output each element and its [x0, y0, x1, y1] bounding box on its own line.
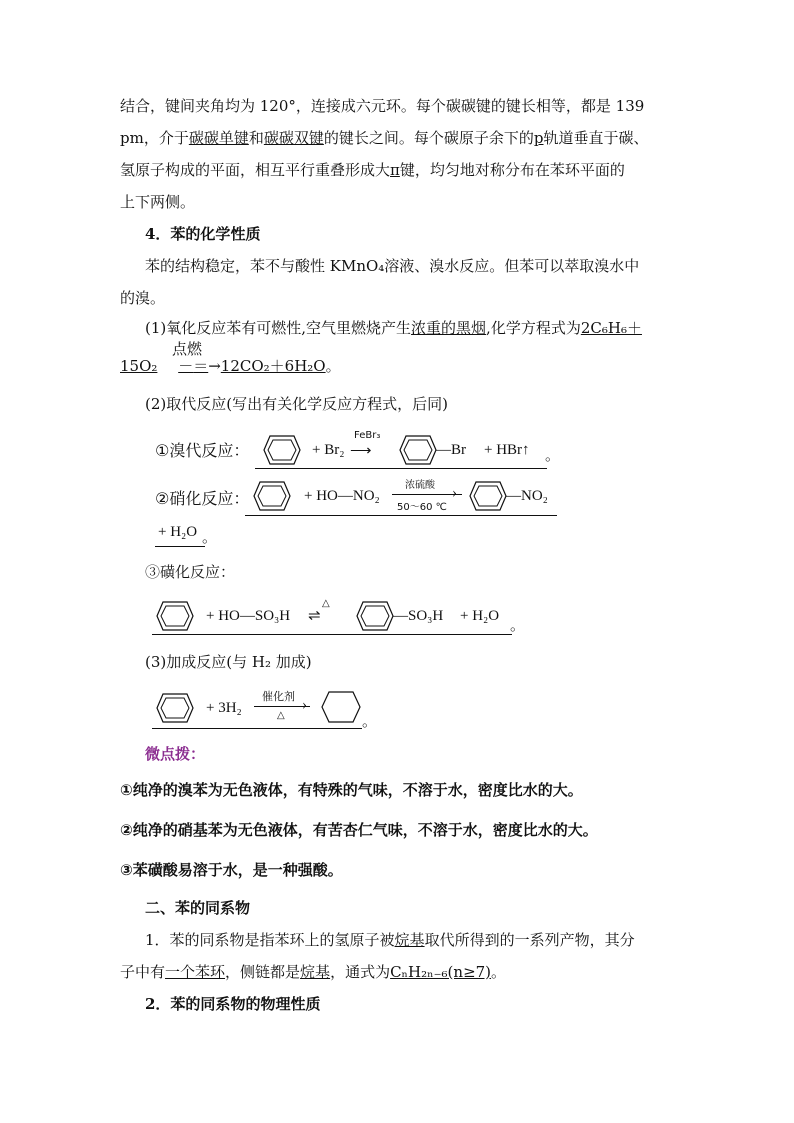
heat-symbol: △: [277, 710, 285, 721]
hydrogen-reagent: + 3H₂: [206, 700, 242, 716]
water-product: + H₂O: [158, 524, 198, 540]
para-line: 苯的结构稳定，苯不与酸性 KMnO₄溶液、溴水反应。但苯可以萃取溴水中: [145, 257, 640, 275]
period: 。: [362, 712, 378, 730]
benzene-ring-icon: [155, 690, 195, 726]
nitric-acid-reagent: + HO—NO₂: [304, 488, 380, 504]
catalyst-label: 催化剂: [262, 690, 295, 703]
period: 。: [202, 528, 218, 546]
para-line: 结合，键间夹角均为 120°，连接成六元环。每个碳碳键的键长相等，都是 139: [120, 97, 645, 115]
tip-item: ①纯净的溴苯为无色液体，有特殊的气味，不溶于水，密度比水的大。: [120, 781, 583, 799]
nitrobenzene-substituent: —NO₂: [506, 488, 548, 504]
para-line: 氢原子构成的平面，相互平行重叠形成大π键，均匀地对称分布在苯环平面的: [120, 161, 625, 179]
benzene-ring-icon: [155, 598, 195, 634]
bromobenzene-substituent: —Br: [436, 442, 466, 458]
answer-underline: [245, 515, 557, 516]
sulfonic-acid-substituent: —SO₃H: [393, 608, 444, 624]
period: 。: [510, 616, 526, 634]
hbr-product: + HBr↑: [484, 442, 530, 458]
bromination-label: ①溴代反应：: [155, 441, 250, 460]
sulfonation-label: ③磺化反应：: [145, 563, 236, 581]
heat-symbol: △: [322, 598, 330, 609]
nitration-catalyst: 浓硫酸: [405, 480, 435, 491]
benzene-ring-icon: [252, 478, 292, 514]
para-line: 1．苯的同系物是指苯环上的氢原子被烷基取代所得到的一系列产物，其分: [145, 931, 635, 949]
para-line: pm，介于碳碳单键和碳碳双键的键长之间。每个碳原子余下的p轨道垂直于碳、: [120, 129, 649, 147]
answer-underline: [255, 468, 547, 469]
arrow-head: ›: [452, 485, 457, 501]
cyclohexane-ring-icon: [320, 688, 362, 726]
section-heading: 2．苯的同系物的物理性质: [145, 995, 321, 1013]
section-heading: 4．苯的化学性质: [145, 225, 261, 243]
benzene-ring-icon: [468, 478, 508, 514]
tip-item: ②纯净的硝基苯为无色液体，有苦杏仁气味，不溶于水，密度比水的大。: [120, 821, 598, 839]
arrow-head: ›: [302, 697, 307, 713]
reversible-arrow: ⇌: [308, 608, 321, 624]
substitution-heading: (2)取代反应(写出有关化学反应方程式，后同): [145, 395, 448, 413]
benzene-ring-icon: [355, 598, 395, 634]
para-line: 的溴。: [120, 289, 166, 307]
febr3-catalyst: FeBr₃: [354, 430, 381, 441]
bromine-reagent: + Br₂: [312, 442, 345, 458]
tip-item: ③苯磺酸易溶于水，是一种强酸。: [120, 861, 343, 879]
tips-title: 微点拨：: [145, 745, 206, 763]
nitration-label: ②硝化反应：: [155, 489, 250, 508]
water-product: + H₂O: [460, 608, 500, 624]
benzene-ring-icon: [262, 432, 302, 468]
period: 。: [545, 446, 561, 464]
nitration-temperature: 50～60 ℃: [397, 502, 447, 513]
reaction-arrow: ⟶: [350, 443, 372, 459]
oxidation-line: (1)氧化反应苯有可燃性,空气里燃烧产生浓重的黑烟,化学方程式为2C₆H₆＋: [145, 319, 642, 337]
answer-underline: [152, 634, 512, 635]
sulfuric-acid-reagent: + HO—SO₃H: [206, 608, 291, 624]
answer-underline: [152, 728, 362, 729]
para-line: 子中有一个苯环，侧链都是烷基，通式为CₙH₂ₙ₋₆(n≥7)。: [120, 963, 507, 981]
benzene-ring-icon: [398, 432, 438, 468]
section-heading: 二、苯的同系物: [145, 899, 251, 917]
para-line: 上下两侧。: [120, 193, 196, 211]
answer-underline: [155, 546, 205, 547]
combustion-condition: 点燃: [172, 340, 203, 358]
addition-heading: (3)加成反应(与 H₂ 加成): [145, 653, 312, 671]
oxidation-equation: 15O₂ －＝→12CO₂＋6H₂O。: [120, 357, 341, 375]
